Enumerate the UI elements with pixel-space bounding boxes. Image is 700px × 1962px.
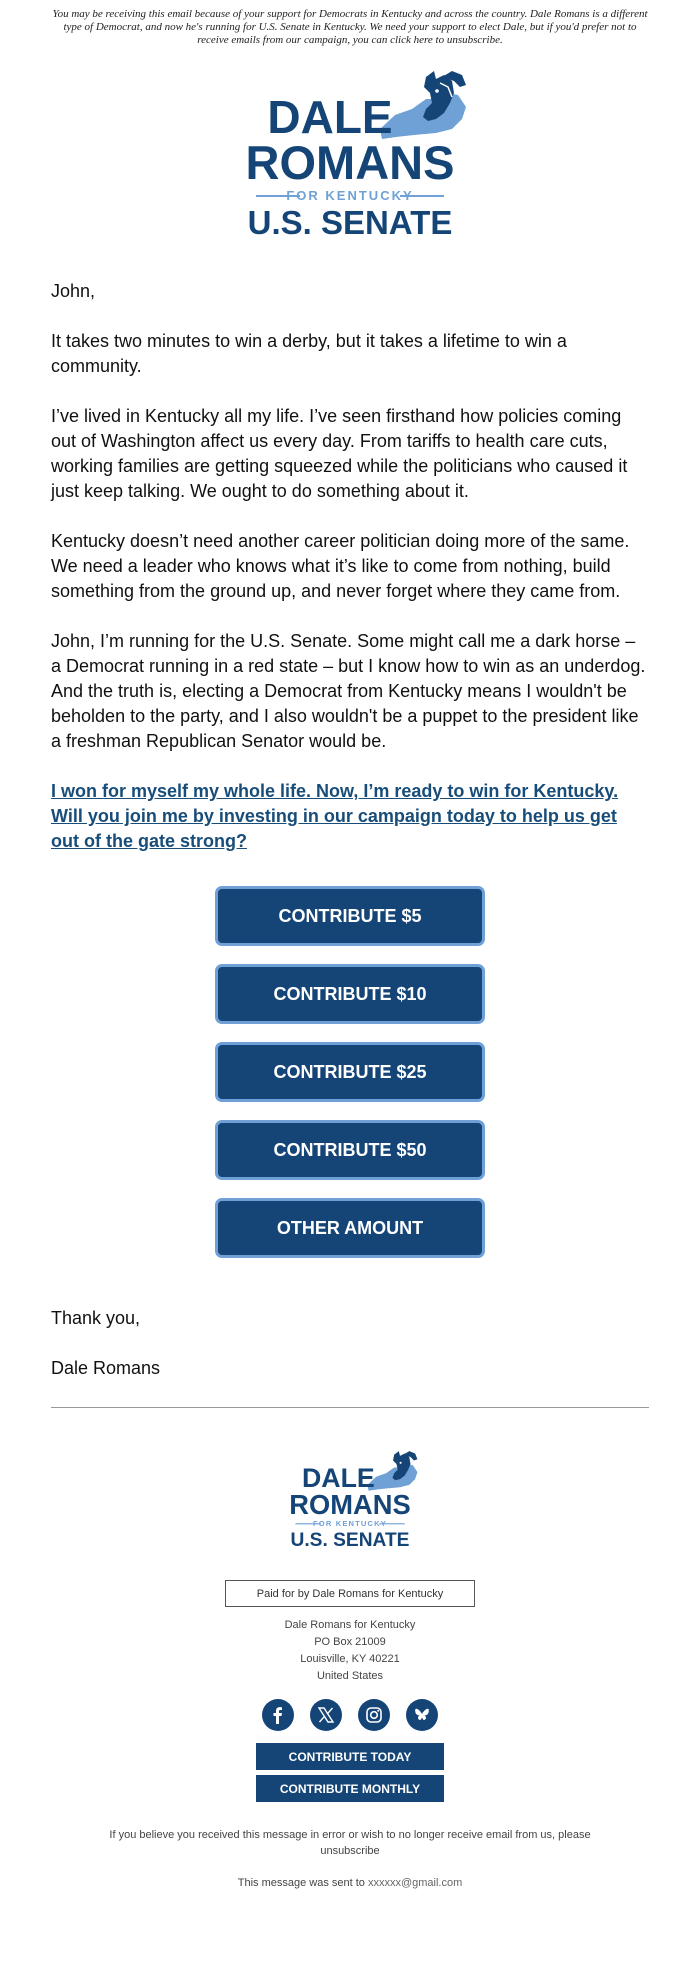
sent-to-line [0,1877,700,1889]
header-logo-wrap [0,69,700,241]
footer-divider [51,1407,649,1408]
bluesky-icon[interactable] [406,1699,438,1731]
unsubscribe-disclaimer [80,1827,620,1859]
paragraph-3: Kentucky doesn’t need another career politician doing more of the same. We need a leader who knows what it’s like to come from nothing, build something from the ground up, and never forget where they came from. [51,531,630,601]
logo-line-dale: DALE [301,1463,375,1494]
mailing-address [0,1617,700,1685]
logo-line-romans: ROMANS [245,136,455,189]
contribute-50-button[interactable]: CONTRIBUTE $50 [215,1120,485,1180]
recipient-email: xxxxxx@gmail.com [367,1877,463,1889]
logo-line-for-kentucky: FOR KENTUCKY [286,188,414,203]
social-links [0,1699,700,1731]
footer-logo-wrap [0,1450,700,1550]
footer-buttons [0,1743,700,1802]
other-amount-button[interactable]: OTHER AMOUNT [215,1198,485,1258]
logo-line-us-senate: U.S. SENATE [290,1529,410,1550]
footer [0,1450,700,1889]
paragraph-2: I’ve lived in Kentucky all my life. I’ve seen firsthand how policies coming out of Washington affect us every day. From tariffs to health care cuts, working families are getting squeezed while the politicians who caused it just keep talking. We ought to do something about it. [51,406,628,501]
kentucky-state-shape [367,1464,417,1491]
facebook-icon[interactable] [262,1699,294,1731]
x-icon[interactable] [310,1699,342,1731]
campaign-logo [230,69,470,241]
address-line: Dale Romans for Kentucky [284,1619,416,1631]
paid-for-disclaimer: Paid for by Dale Romans for Kentucky [225,1580,475,1607]
preheader-text: You may be receiving this email because of your support for Democrats in Kentucky and across the country. Dale Romans is a different type of Democrat, and now he's running for U.S. Senate in Kentucky. We need your support to elect Dale, but if you'd prefer not to receive emails from our campaign, you can click here to unsubscribe. [52,8,648,46]
letter-body [51,279,649,854]
logo-line-romans: ROMANS [289,1488,411,1520]
logo-line-dale: DALE [267,91,393,143]
sent-to-prefix: This message was sent to [237,1877,365,1889]
contribute-5-button[interactable]: CONTRIBUTE $5 [215,886,485,946]
email-page [0,8,700,1889]
paragraph-1: It takes two minutes to win a derby, but it takes a lifetime to win a community. [51,331,567,376]
logo-line-for-kentucky: FOR KENTUCKY [313,1519,387,1529]
greeting: John, [51,281,96,301]
contribute-10-button[interactable]: CONTRIBUTE $10 [215,964,485,1024]
signoff-thanks: Thank you, [51,1308,141,1328]
contribute-today-button[interactable]: CONTRIBUTE TODAY [256,1743,444,1770]
instagram-icon[interactable] [358,1699,390,1731]
address-line: PO Box 21009 [314,1636,386,1648]
cta-link[interactable]: I won for myself my whole life. Now, I’m ready to win for Kentucky. Will you join me by investing in our campaign today to help us get out of the gate strong? [51,781,619,851]
signoff [51,1306,649,1381]
kentucky-state-shape [380,93,466,139]
signoff-name: Dale Romans [51,1358,161,1378]
footer-campaign-logo [280,1450,420,1550]
disclaimer-text: If you believe you received this message in error or wish to no longer receive email from us, please [109,1829,591,1841]
unsubscribe-link[interactable]: unsubscribe [320,1845,380,1857]
contribute-buttons [0,886,700,1276]
address-line: Louisville, KY 40221 [300,1653,400,1665]
contribute-25-button[interactable]: CONTRIBUTE $25 [215,1042,485,1102]
contribute-monthly-button[interactable]: CONTRIBUTE MONTHLY [256,1775,444,1802]
logo-line-us-senate: U.S. SENATE [247,204,453,241]
address-line: United States [316,1670,384,1682]
paragraph-4: John, I’m running for the U.S. Senate. Some might call me a dark horse – a Democrat running in a red state – but I know how to win as an underdog. And the truth is, electing a Democrat from Kentucky means I wouldn't be beholden to the party, and I also wouldn't be a puppet to the president like a freshman Republican Senator would be. [51,631,646,751]
